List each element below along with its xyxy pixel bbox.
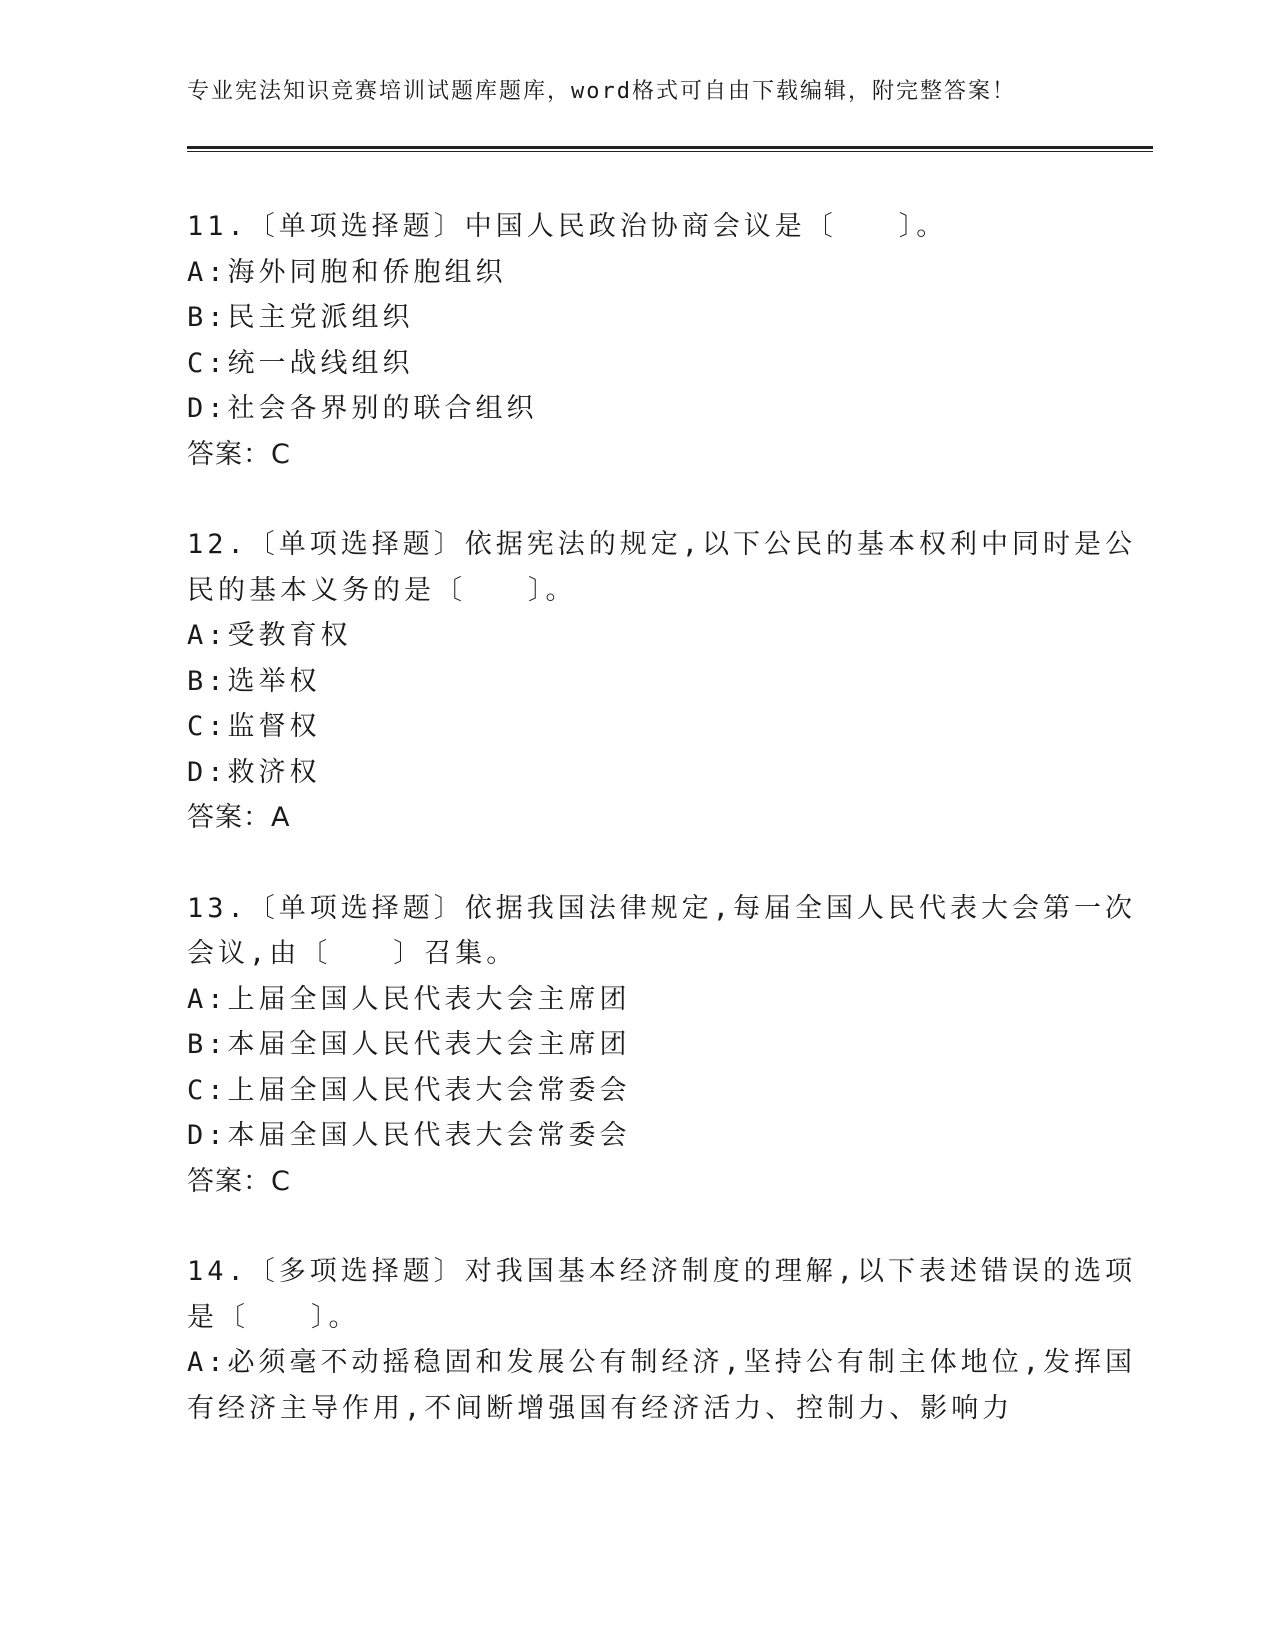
answer: 答案：A	[187, 802, 291, 833]
option-d: D:社会各界别的联合组织	[187, 393, 538, 424]
question-stem: 12.〔单项选择题〕依据宪法的规定,以下公民的基本权利中同时是公	[187, 529, 1137, 560]
option-a: A:必须毫不动摇稳固和发展公有制经济,坚持公有制主体地位,发挥国	[187, 1347, 1137, 1378]
page-header: 专业宪法知识竞赛培训试题库题库，word格式可自由下载编辑，附完整答案！	[187, 79, 1016, 104]
option-a: A:上届全国人民代表大会主席团	[187, 983, 631, 1015]
question-stem: 11.〔单项选择题〕中国人民政治协商会议是〔 〕。	[187, 211, 948, 242]
question-13	[187, 886, 1137, 1205]
question-list	[187, 204, 1137, 1476]
question-stem-continued: 会议,由〔 〕召集。	[187, 938, 518, 969]
option-c: C:监督权	[187, 711, 321, 742]
question-stem-continued: 民的基本义务的是〔 〕。	[187, 574, 577, 606]
header-divider-thick	[187, 146, 1153, 149]
header-divider-thin	[187, 151, 1153, 152]
option-d: D:救济权	[187, 756, 321, 788]
question-11	[187, 204, 1087, 477]
option-d: D:本届全国人民代表大会常委会	[187, 1120, 631, 1151]
option-a-continued: 有经济主导作用,不间断增强国有经济活力、控制力、影响力	[187, 1392, 1014, 1424]
option-c: C:上届全国人民代表大会常委会	[187, 1074, 631, 1106]
option-b: B:本届全国人民代表大会主席团	[187, 1029, 631, 1060]
option-c: C:统一战线组织	[187, 347, 414, 379]
answer: 答案：C	[187, 1165, 291, 1197]
question-stem: 13.〔单项选择题〕依据我国法律规定,每届全国人民代表大会第一次	[187, 892, 1137, 924]
question-stem: 14.〔多项选择题〕对我国基本经济制度的理解,以下表述错误的选项	[187, 1256, 1137, 1287]
question-12	[187, 522, 1137, 841]
option-b: B:民主党派组织	[187, 302, 414, 333]
question-14	[187, 1249, 1137, 1431]
option-b: B:选举权	[187, 665, 321, 697]
question-stem-continued: 是〔 〕。	[187, 1301, 360, 1333]
option-a: A:海外同胞和侨胞组织	[187, 256, 507, 288]
answer: 答案：C	[187, 438, 291, 470]
option-a: A:受教育权	[187, 620, 352, 651]
